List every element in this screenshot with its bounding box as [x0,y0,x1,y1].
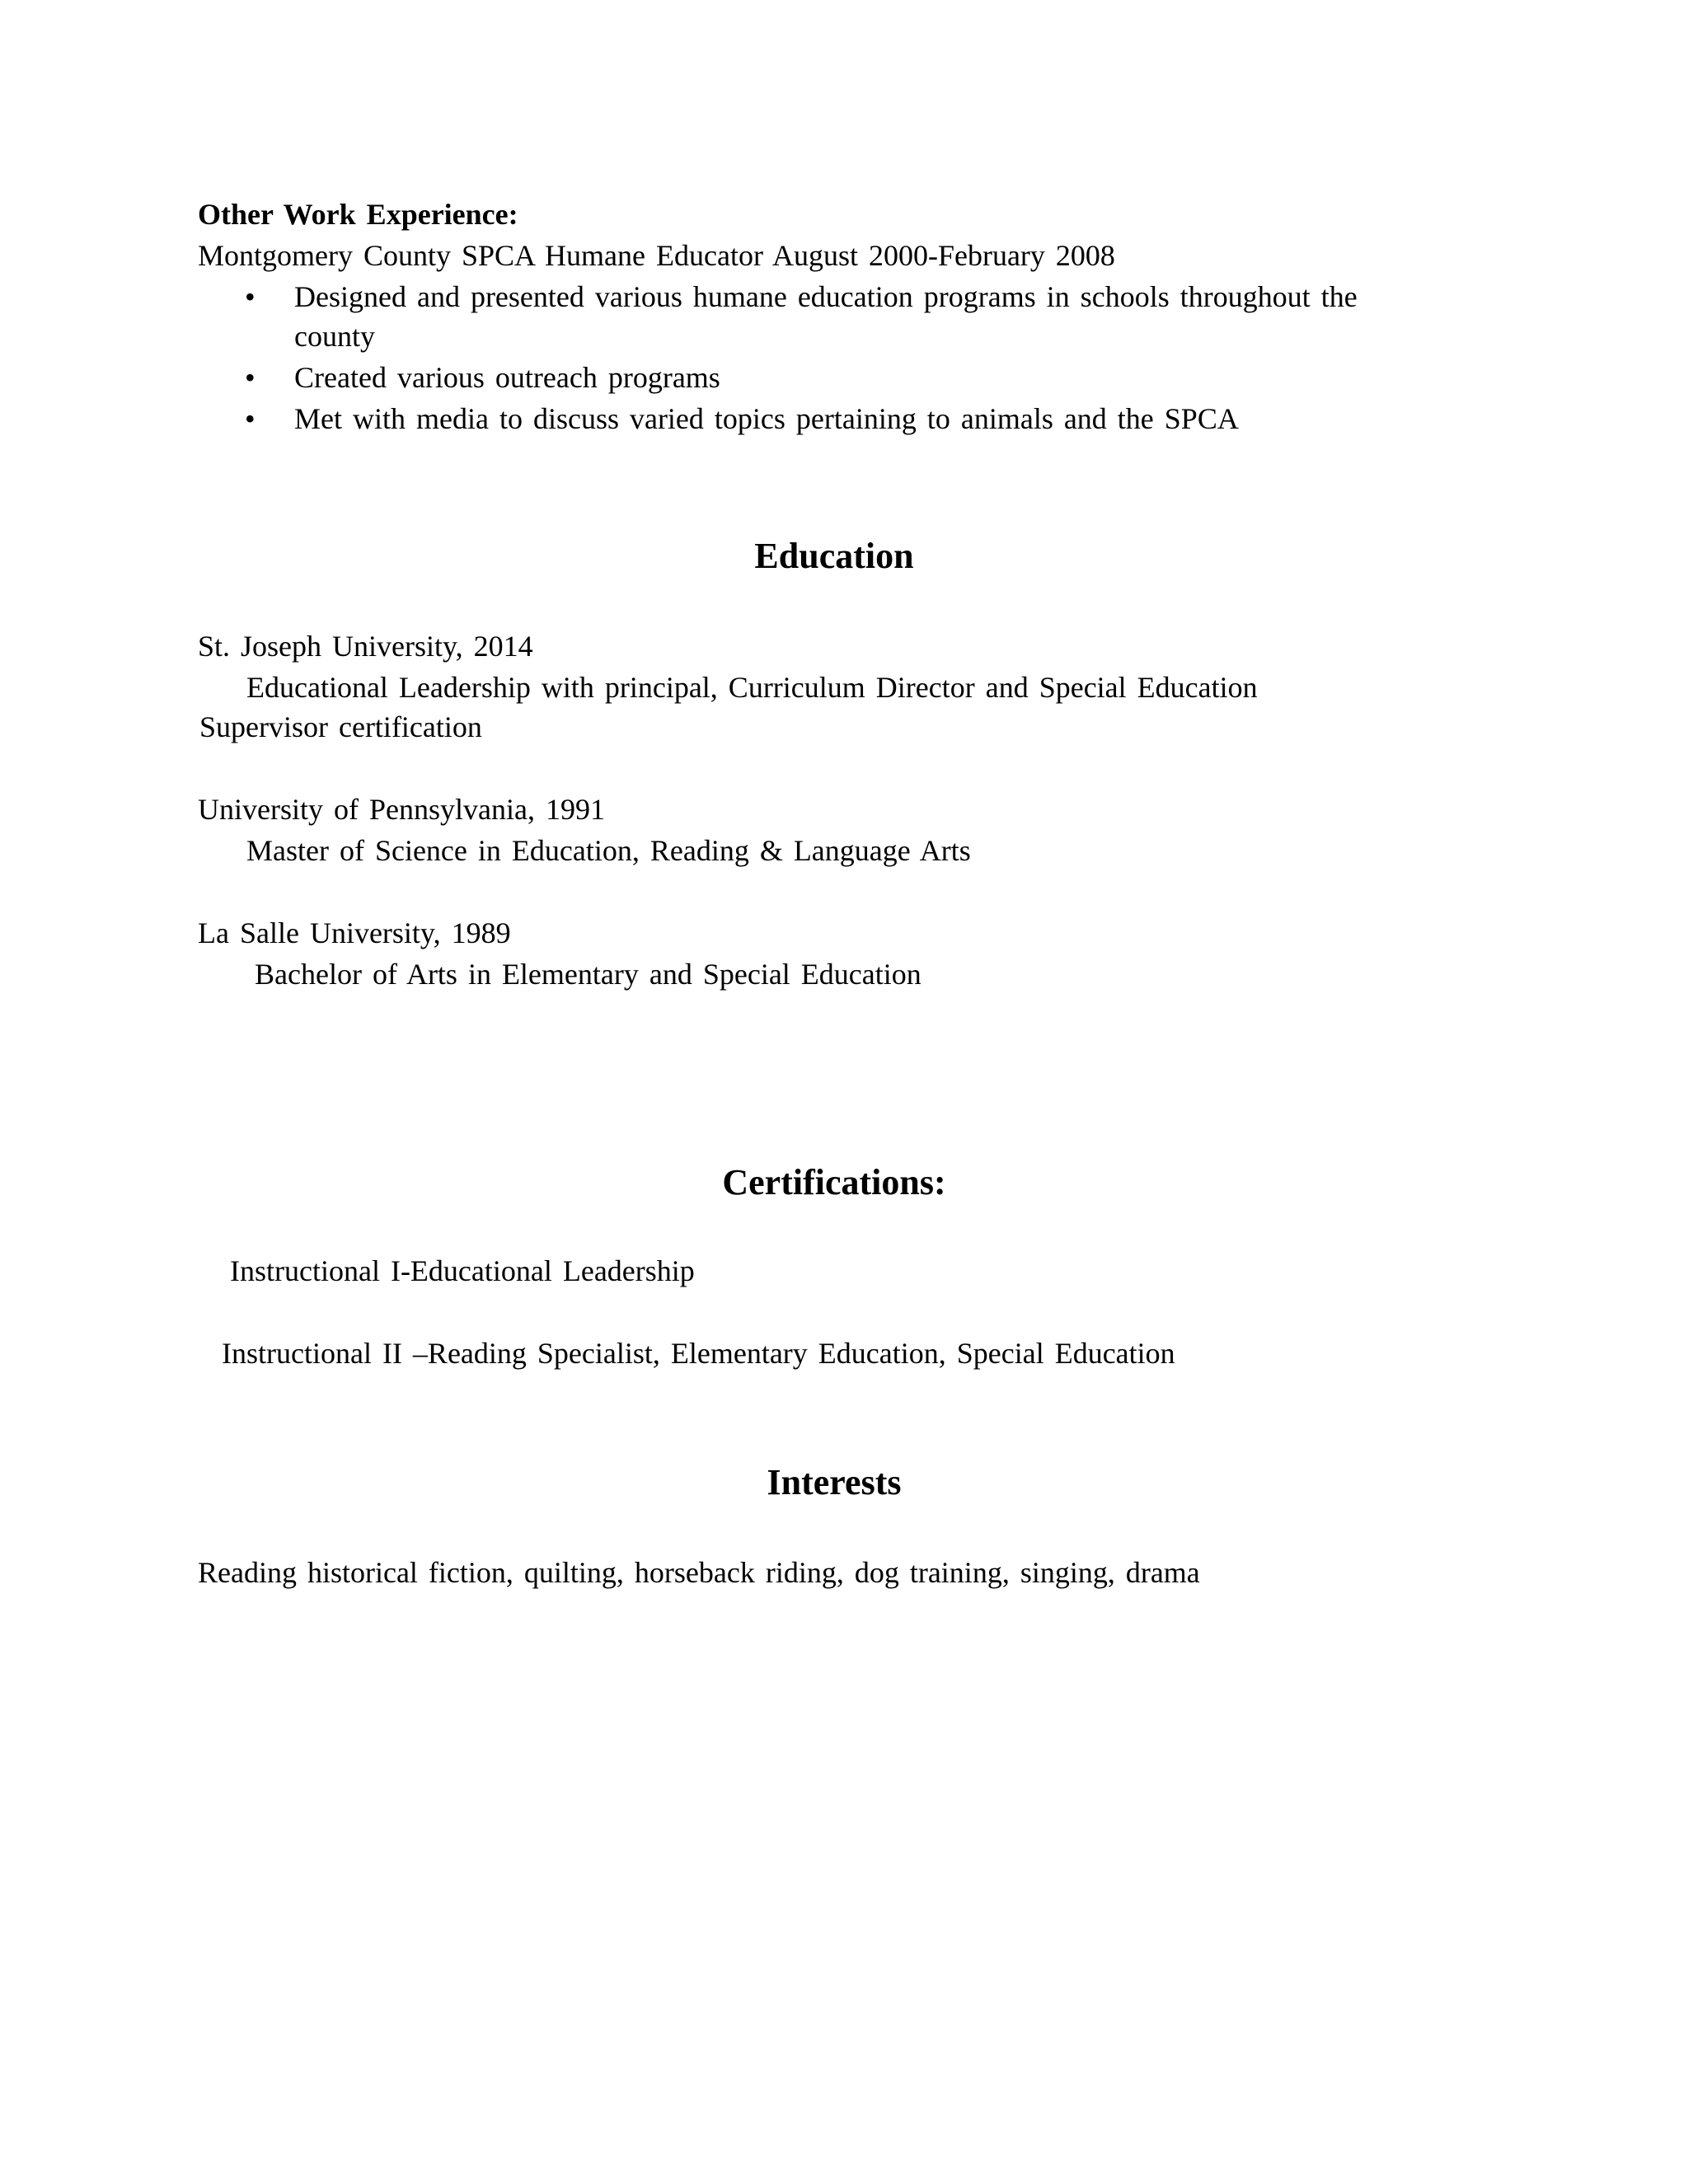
education-school: University of Pennsylvania, 1991 [198,793,605,826]
education-school: St. Joseph University, 2014 [198,630,533,663]
bullet-2-line-1: Created various outreach programs [294,361,720,394]
bullet-icon: • [245,402,256,435]
other-work-heading: Other Work Experience: [198,198,518,231]
certification-item: Instructional I-Educational Leadership [230,1254,695,1287]
education-detail: Supervisor certification [199,710,482,743]
bullet-icon: • [245,280,256,313]
education-detail: Educational Leadership with principal, Curriculum Director and Special Education [246,671,1258,704]
interests-text: Reading historical fiction, quilting, horseback riding, dog training, singing, drama [198,1556,1200,1589]
bullet-1-line-2: county [294,320,375,353]
interests-heading: Interests [767,1462,902,1502]
education-detail: Master of Science in Education, Reading & Language Arts [246,834,971,867]
job-line: Montgomery County SPCA Humane Educator August 2000-February 2008 [198,239,1115,272]
education-heading: Education [754,536,914,576]
education-detail: Bachelor of Arts in Elementary and Special Education [255,958,921,991]
education-school: La Salle University, 1989 [198,916,511,949]
bullet-1-line-1: Designed and presented various humane education programs in schools throughout the [294,280,1357,313]
certifications-heading: Certifications: [722,1162,946,1202]
bullet-3-line-1: Met with media to discuss varied topics pertaining to animals and the SPCA [294,402,1239,435]
certification-item: Instructional II –Reading Specialist, Elementary Education, Special Education [222,1337,1175,1370]
bullet-icon: • [245,361,256,394]
